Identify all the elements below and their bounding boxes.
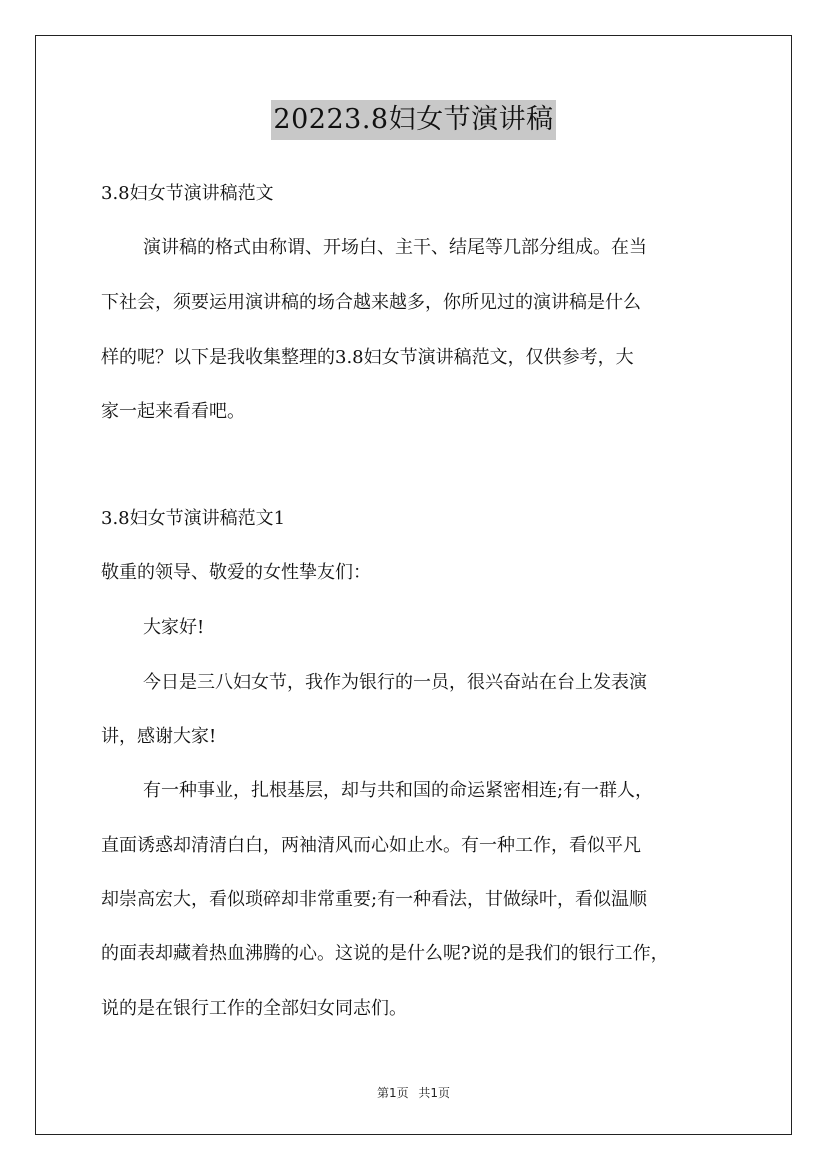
paragraph-line: 下社会，须要运用演讲稿的场合越来越多，你所见过的演讲稿是什么 (101, 292, 641, 313)
paragraph-line: 演讲稿的格式由称谓、开场白、主干、结尾等几部分组成。在当 (143, 237, 647, 258)
section-heading-1: 3.8妇女节演讲稿范文1 (101, 508, 286, 529)
paragraph-line: 却崇高宏大，看似琐碎却非常重要;有一种看法，甘做绿叶，看似温顺 (101, 889, 648, 910)
paragraph-line: 说的是在银行工作的全部妇女同志们。 (101, 998, 407, 1019)
section-heading-intro: 3.8妇女节演讲稿范文 (101, 183, 274, 204)
paragraph-line: 样的呢？以下是我收集整理的3.8妇女节演讲稿范文，仅供参考，大 (101, 347, 634, 368)
paragraph-line: 今日是三八妇女节，我作为银行的一员，很兴奋站在台上发表演 (143, 672, 647, 693)
paragraph-line: 的面表却藏着热血沸腾的心。这说的是什么呢?说的是我们的银行工作， (101, 943, 669, 964)
page-number-total: 共1页 (418, 1086, 451, 1100)
page-footer (0, 1084, 827, 1101)
page-number-current: 第1页 (376, 1086, 409, 1100)
title-container (0, 100, 827, 140)
greeting: 大家好! (143, 617, 205, 638)
salutation: 敬重的领导、敬爱的女性挚友们： (101, 562, 371, 583)
document-title: 20223.8妇女节演讲稿 (271, 100, 555, 140)
paragraph-line: 讲，感谢大家! (101, 726, 217, 747)
paragraph-line: 有一种事业，扎根基层，却与共和国的命运紧密相连;有一群人， (143, 780, 654, 801)
paragraph-line: 家一起来看看吧。 (101, 401, 245, 422)
paragraph-line: 直面诱惑却清清白白，两袖清风而心如止水。有一种工作，看似平凡 (101, 835, 641, 856)
